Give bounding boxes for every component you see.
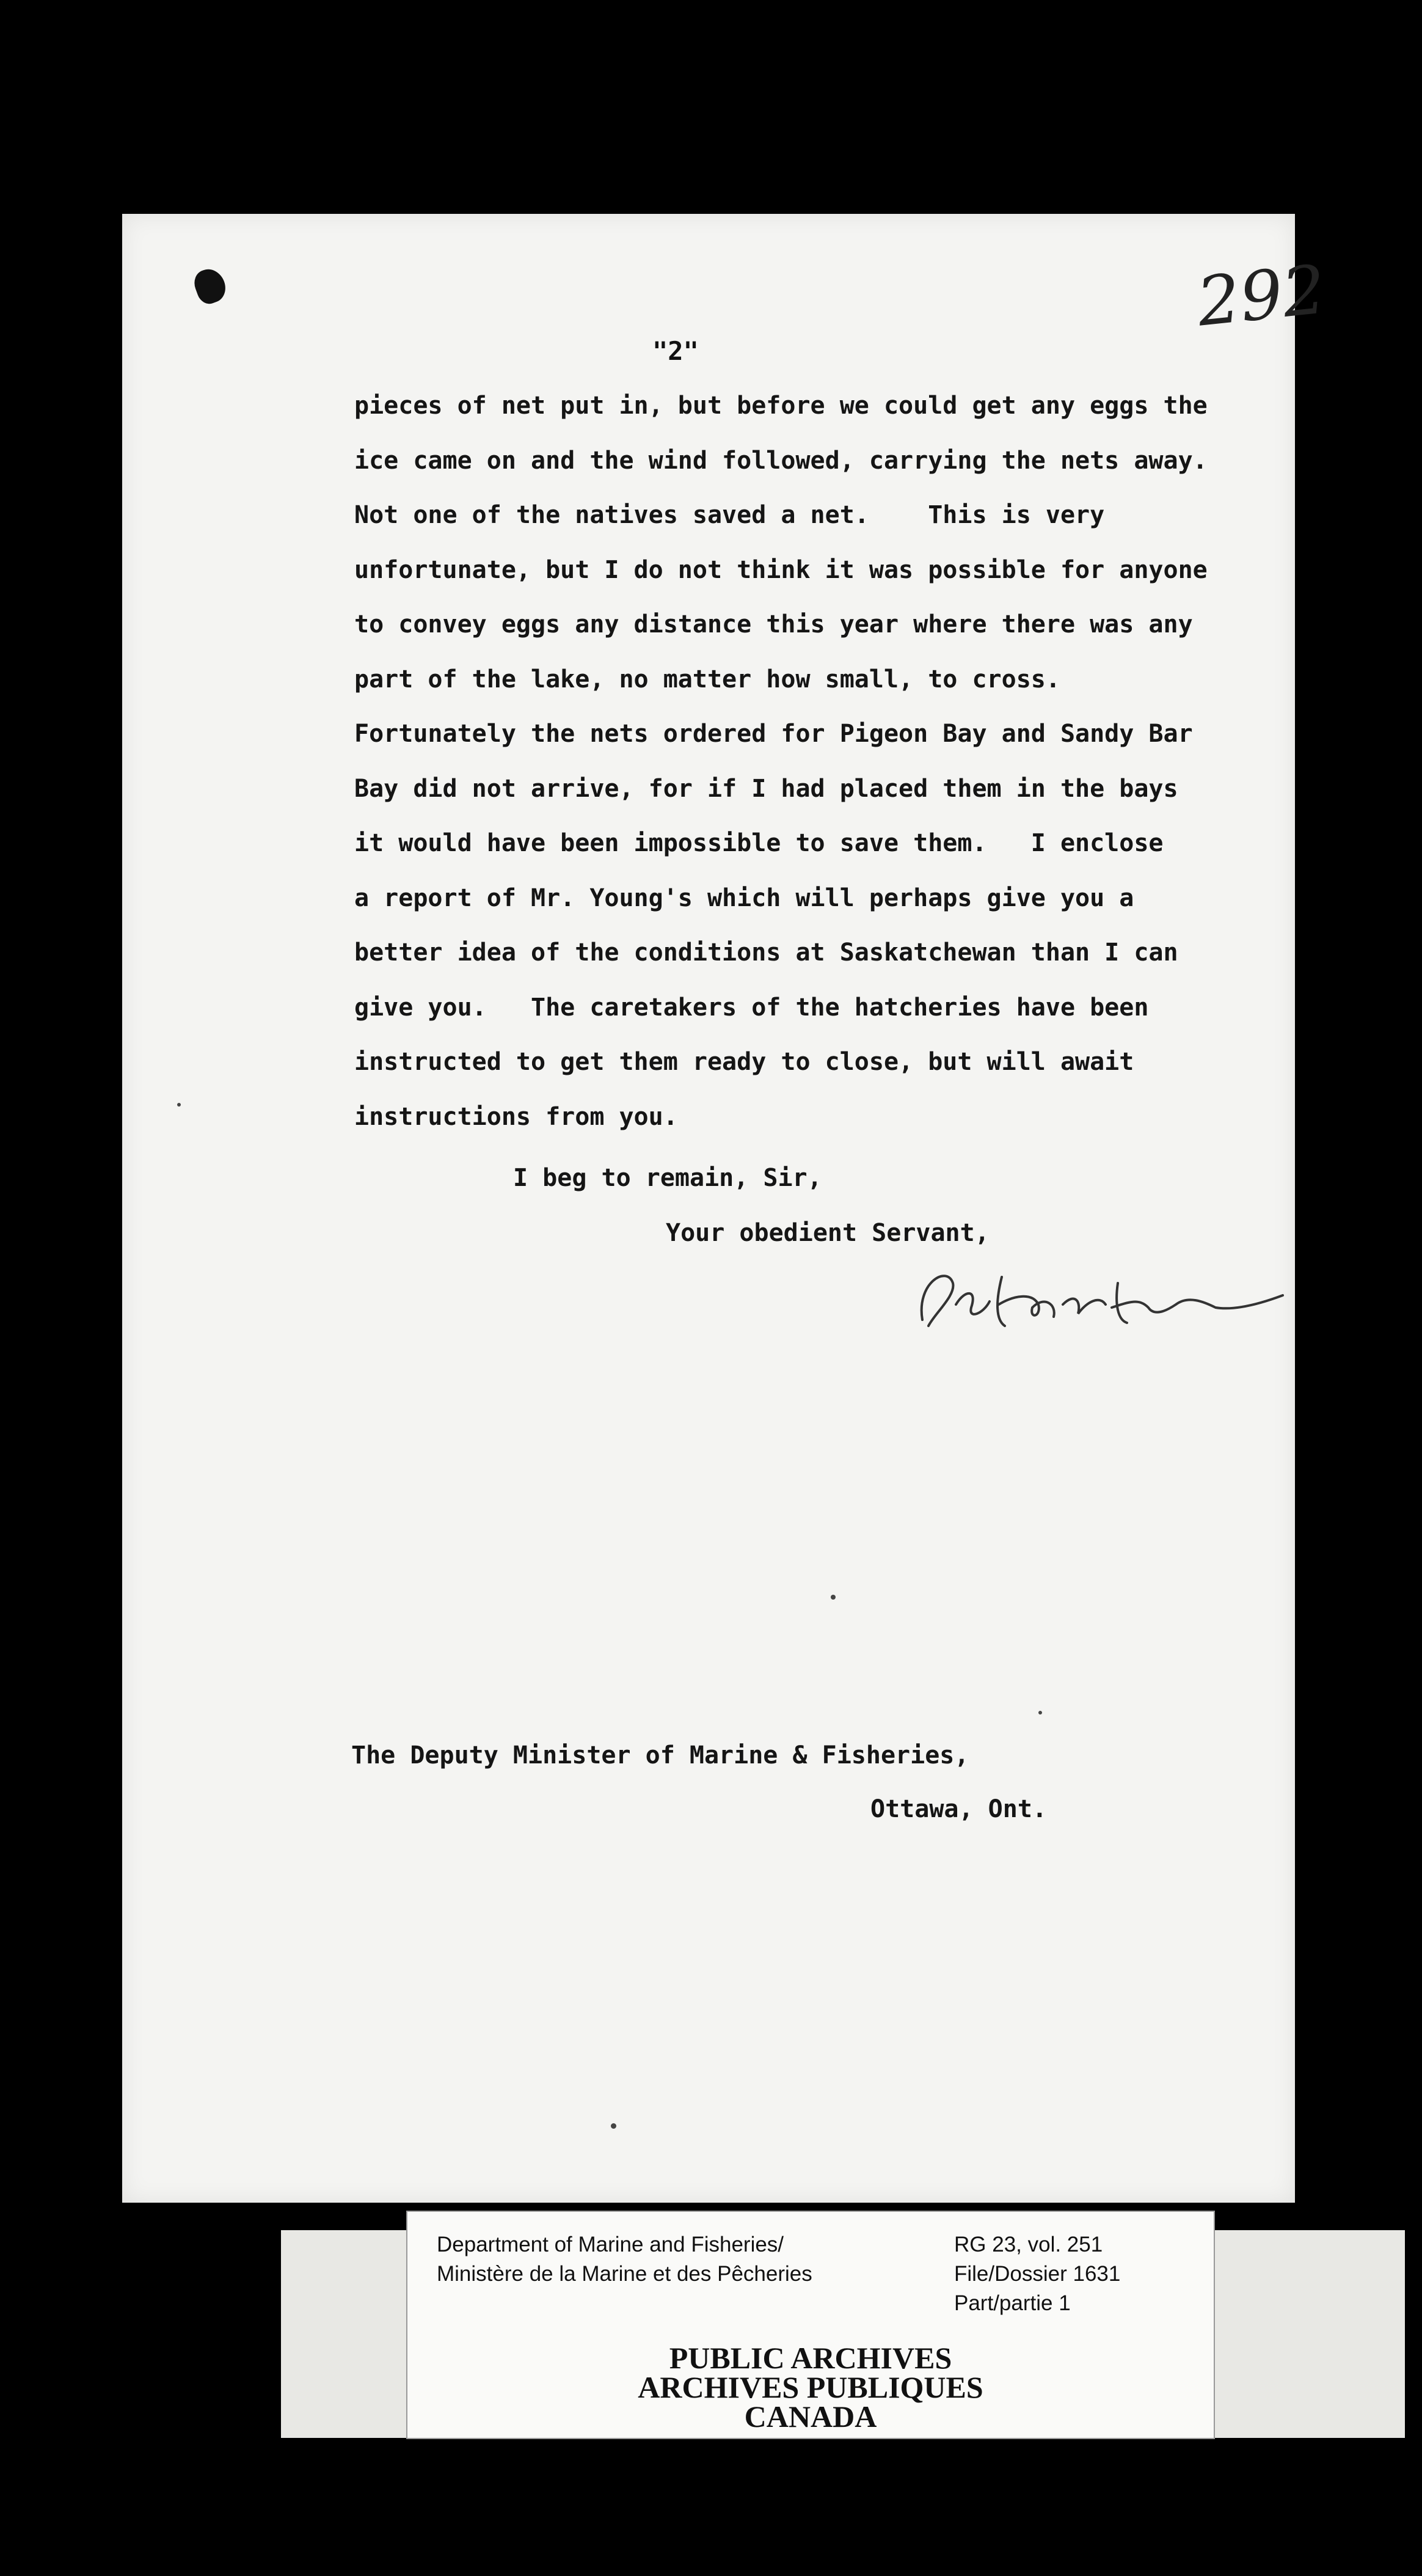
body-line: better idea of the conditions at Saskatchewan than I can [354, 939, 1178, 967]
body-line: it would have been impossible to save them. I enclose [354, 829, 1164, 857]
body-line: instructed to get them ready to close, but will await [354, 1048, 1134, 1076]
signature-image [898, 1246, 1295, 1344]
body-line: Fortunately the nets ordered for Pigeon Bay and Sandy Bar [354, 720, 1193, 748]
archive-french: ARCHIVES PUBLIQUES [638, 2370, 983, 2404]
archive-department [437, 2230, 812, 2289]
page-sequence: "2" [652, 336, 699, 366]
file-number: File/Dossier 1631 [954, 2262, 1121, 2286]
body-line: instructions from you. [354, 1102, 678, 1131]
body-line: give you. The caretakers of the hatcheries have been [354, 993, 1149, 1022]
body-line: pieces of net put in, but before we could get any eggs the [354, 392, 1208, 420]
addressee-line: The Deputy Minister of Marine & Fisheries, [351, 1741, 969, 1769]
archive-name [407, 2341, 1214, 2434]
record-group: RG 23, vol. 251 [954, 2233, 1103, 2256]
department-english: Department of Marine and Fisheries/ [437, 2233, 784, 2256]
archive-english: PUBLIC ARCHIVES [669, 2341, 952, 2375]
ink-blot [191, 265, 230, 307]
body-line: Not one of the natives saved a net. This is very [354, 501, 1105, 529]
body-line: ice came on and the wind followed, carrying the nets away. [354, 446, 1208, 475]
speck [1038, 1711, 1042, 1714]
archive-country: CANADA [744, 2399, 877, 2434]
archive-label [406, 2211, 1215, 2439]
addressee-city: Ottawa, Ont. [870, 1795, 1047, 1823]
body-line: Bay did not arrive, for if I had placed them in the bays [354, 774, 1178, 803]
body-line: a report of Mr. Young's which will perhaps give you a [354, 884, 1134, 912]
valediction: Your obedient Servant, [666, 1219, 990, 1247]
department-french: Ministère de la Marine et des Pêcheries [437, 2262, 812, 2286]
body-line: to convey eggs any distance this year where there was any [354, 610, 1193, 639]
page-number: 292 [1193, 250, 1330, 342]
part-number: Part/partie 1 [954, 2291, 1071, 2315]
archive-reference [954, 2230, 1120, 2318]
document-page [122, 214, 1330, 2203]
speck [611, 2123, 616, 2129]
speck [177, 1103, 181, 1107]
speck [831, 1595, 836, 1600]
closing-line: I beg to remain, Sir, [513, 1164, 822, 1192]
body-line: unfortunate, but I do not think it was possible for anyone [354, 555, 1208, 584]
letter-body [354, 379, 1380, 1144]
body-line: part of the lake, no matter how small, to cross. [354, 665, 1060, 693]
